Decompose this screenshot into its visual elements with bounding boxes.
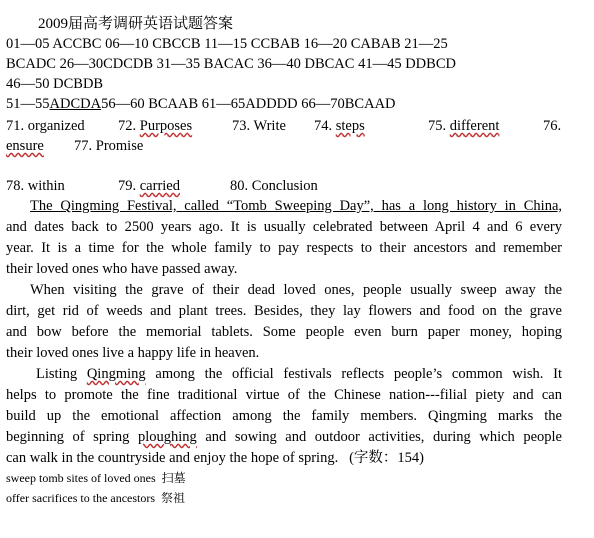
fill-73: 73. Write xyxy=(232,118,286,134)
document-title: 2009届高考调研英语试题答案 xyxy=(38,16,234,32)
answer-rest: 56—60 BCAAB 61—65ADDDD 66—70BCAAD xyxy=(101,96,396,112)
essay-p1-line-2: and dates back to 2500 years ago. It is usually celebrated between April 4 and 6 every xyxy=(6,219,562,235)
fill-75: 75. different xyxy=(428,118,500,134)
fill-74: 74. steps xyxy=(314,118,365,134)
essay-p1-line-3: year. It is a time for the whole family to pay respects to their ancestors and remember xyxy=(6,240,562,256)
fill-72: 72. Purposes xyxy=(118,118,193,134)
fill-71: 71. organized xyxy=(6,118,85,134)
fill-77: 77. Promise xyxy=(74,138,144,154)
answer-underlined: ADCDA xyxy=(49,96,102,112)
essay-p2-line-1: When visiting the grave of their dead loved ones, people usually sweep away the xyxy=(30,282,562,298)
essay-p3-line-5: can walk in the countryside and enjoy the hope of spring. (字数：154) xyxy=(6,450,425,466)
answer-row-3: 46—50 DCBDB xyxy=(6,76,104,92)
fill-78: 78. within xyxy=(6,178,65,194)
note-2: offer sacrifices to the ancestors 祭祖 xyxy=(6,491,186,505)
fill-80: 80. Conclusion xyxy=(230,178,318,194)
fill-76-num: 76. xyxy=(543,118,562,134)
essay-p2-line-3: and bow before the memorial tablets. Some people even burn paper money, hoping xyxy=(6,324,562,340)
essay-p2-line-2: dirt, get rid of weeds and plant trees. Besides, they lay flowers and food on the grave xyxy=(6,303,562,319)
fill-79: 79. carried xyxy=(118,178,180,194)
essay-p3-line-3: build up the emotional affection among the family members. Qingming marks the xyxy=(6,408,562,424)
essay-p3-line-4: beginning of spring ploughing and sowing and outdoor activities, during which people xyxy=(6,429,562,445)
essay-p1-line-4: their loved ones who have passed away. xyxy=(6,261,238,277)
answer-row-2: BCADC 26—30CDCDB 31—35 BACAC 36—40 DBCAC 41—45 DDBCD xyxy=(6,56,456,72)
word-count: (字数：154) xyxy=(349,450,425,466)
note-1: sweep tomb sites of loved ones 扫墓 xyxy=(6,471,186,485)
answer-range: 51—55 xyxy=(6,96,50,112)
essay-p3-line-1: Listing Qingming among the official festivals reflects people’s common wish. It xyxy=(36,366,562,382)
answer-row-4 xyxy=(6,94,396,114)
essay-p2-line-4: their loved ones live a happy life in heaven. xyxy=(6,345,260,361)
fill-76-word: ensure xyxy=(6,138,44,154)
essay-p1-line-1: The Qingming Festival, called “Tomb Sweeping Day”, has a long history in China, xyxy=(30,198,562,214)
essay-p3-line-2: helps to promote the fine traditional virtue of the Chinese nation---filial piety and can xyxy=(6,387,562,403)
answer-row-1: 01—05 ACCBC 06—10 CBCCB 11—15 CCBAB 16—20 CABAB 21—25 xyxy=(6,36,448,52)
